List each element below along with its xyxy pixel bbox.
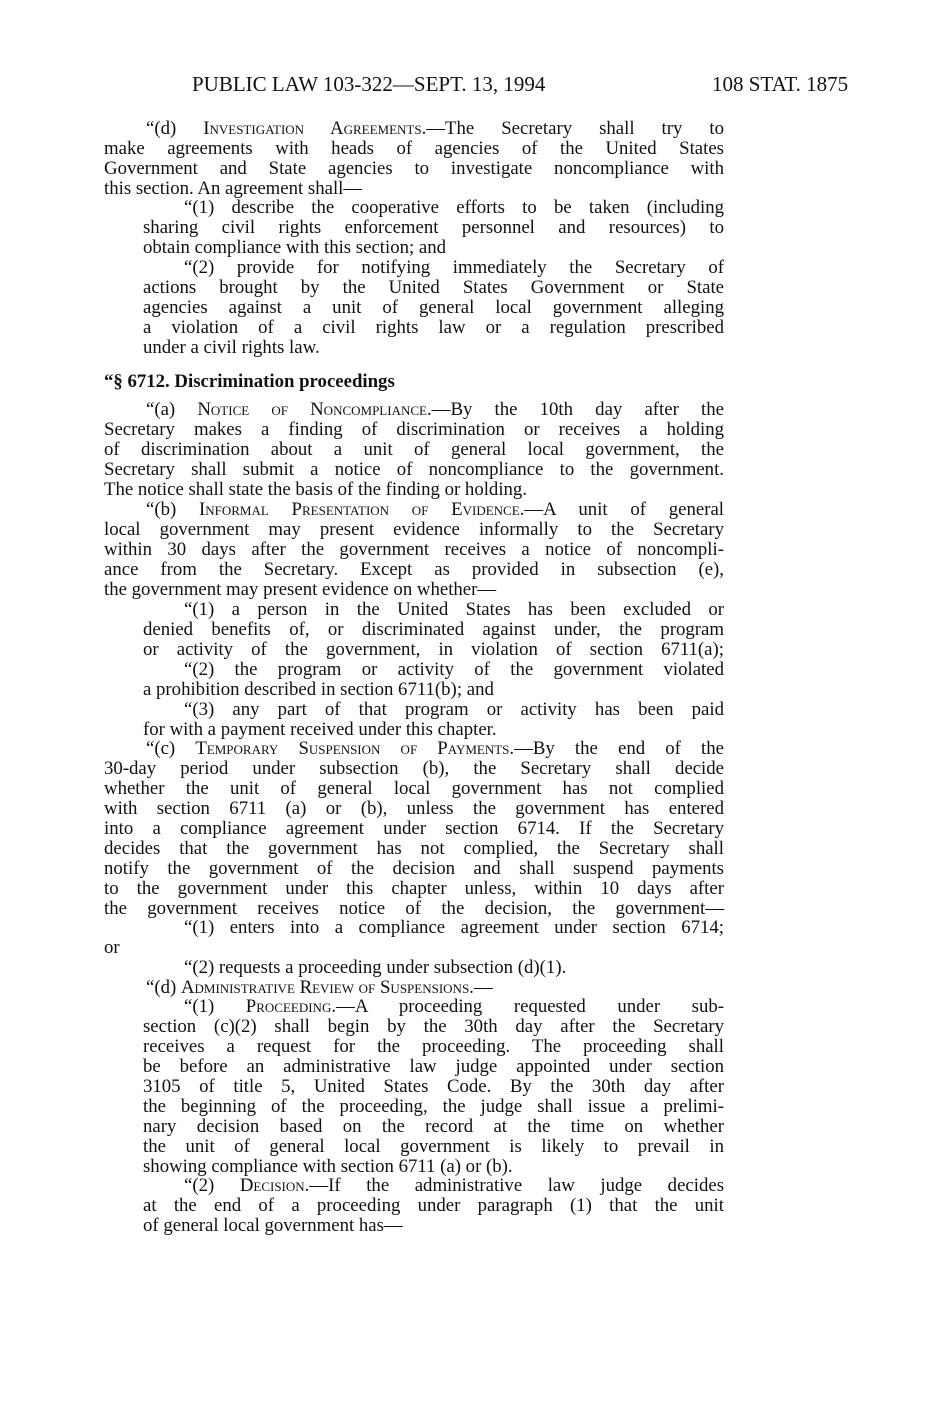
text-line: obtain compliance with this section; and: [143, 237, 447, 258]
text-line: 3105 of title 5, United States Code. By the 30th day after: [143, 1076, 724, 1097]
text-line: “(1) Proceeding.—A proceeding requested under sub-: [184, 996, 724, 1017]
text-line: for with a payment received under this chapter.: [143, 719, 497, 740]
text-line: into a compliance agreement under section 6714. If the Secretary: [104, 818, 724, 839]
text-line: the beginning of the proceeding, the judge shall issue a prelimi-: [143, 1096, 724, 1117]
text-line: this section. An agreement shall—: [104, 178, 363, 199]
text-line: “(2) requests a proceeding under subsection (d)(1).: [184, 957, 567, 978]
text-line: to the government under this chapter unless, within 10 days after: [104, 878, 724, 899]
text-line: denied benefits of, or discriminated against under, the program: [143, 619, 724, 640]
text-line: Government and State agencies to investigate noncompliance with: [104, 158, 724, 179]
text-line: “(1) a person in the United States has been excluded or: [184, 599, 724, 620]
text-line: or: [104, 937, 120, 958]
paragraph-caption: Investigation Agreements: [203, 118, 422, 139]
text-line: decides that the government has not complied, the Secretary shall: [104, 838, 724, 859]
text-line: at the end of a proceeding under paragraph (1) that the unit: [143, 1195, 724, 1216]
text-line: local government may present evidence informally to the Secretary: [104, 519, 724, 540]
section-heading-6712: “§ 6712. Discrimination proceedings: [104, 371, 395, 392]
text-line: “(b) Informal Presentation of Evidence.—A unit of general: [146, 499, 725, 520]
text-line: of general local government has—: [143, 1215, 403, 1236]
text-line: 30-day period under subsection (b), the Secretary shall decide: [104, 758, 724, 779]
text-line: nary decision based on the record at the time on whether: [143, 1116, 724, 1137]
running-header-page-number: 108 STAT. 1875: [712, 72, 849, 96]
text-line: sharing civil rights enforcement personnel and resources) to: [143, 217, 724, 238]
paragraph-caption: Informal Presentation of Evidence: [198, 499, 520, 520]
paragraph-caption: Temporary Suspension of Payments: [195, 738, 510, 759]
paragraph-caption: Administrative Review of Suspensions: [180, 977, 470, 998]
text-line: Secretary makes a finding of discrimination or receives a holding: [104, 419, 724, 440]
text-line: the government receives notice of the decision, the government—: [104, 898, 724, 919]
text-line: “(2) Decision.—If the administrative law judge decides: [184, 1175, 724, 1196]
text-line: “(c) Temporary Suspension of Payments.—By the end of the: [146, 738, 724, 759]
text-line: make agreements with heads of agencies of the United States: [104, 138, 724, 159]
text-line: with section 6711 (a) or (b), unless the government has entered: [104, 798, 724, 819]
text-line: “(d) Administrative Review of Suspensions.—: [146, 977, 493, 998]
text-line: the government may present evidence on whether—: [104, 579, 497, 600]
text-line: “(d) Investigation Agreements.—The Secretary shall try to: [146, 118, 724, 139]
paragraph-caption: Decision: [239, 1175, 305, 1196]
text-line: showing compliance with section 6711 (a) or (b).: [143, 1156, 513, 1177]
text-line: or activity of the government, in violation of section 6711(a);: [143, 639, 724, 660]
text-line: the unit of general local government is likely to prevail in: [143, 1136, 724, 1157]
paragraph-caption: Notice of Noncompliance: [197, 399, 427, 420]
text-line: “(2) the program or activity of the government violated: [184, 659, 724, 680]
text-line: “(a) Notice of Noncompliance.—By the 10th day after the: [146, 399, 724, 420]
text-line: ance from the Secretary. Except as provided in subsection (e),: [104, 559, 724, 580]
text-line: of discrimination about a unit of general local government, the: [104, 439, 724, 460]
text-line: receives a request for the proceeding. The proceeding shall: [143, 1036, 724, 1057]
text-line: Secretary shall submit a notice of noncompliance to the government.: [104, 459, 724, 480]
text-line: section (c)(2) shall begin by the 30th day after the Secretary: [143, 1016, 724, 1037]
text-line: be before an administrative law judge appointed under section: [143, 1056, 724, 1077]
running-header-title: PUBLIC LAW 103-322—SEPT. 13, 1994: [192, 72, 546, 96]
text-line: a prohibition described in section 6711(b); and: [143, 679, 494, 700]
text-line: “(2) provide for notifying immediately the Secretary of: [184, 257, 724, 278]
text-line: whether the unit of general local government has not complied: [104, 778, 724, 799]
text-line: “(1) describe the cooperative efforts to be taken (including: [184, 197, 724, 218]
text-line: “(1) enters into a compliance agreement under section 6714;: [184, 917, 724, 938]
text-line: a violation of a civil rights law or a regulation prescribed: [143, 317, 724, 338]
text-line: notify the government of the decision and shall suspend payments: [104, 858, 724, 879]
paragraph-caption: Proceeding: [245, 996, 332, 1017]
text-line: under a civil rights law.: [143, 337, 320, 358]
text-line: The notice shall state the basis of the finding or holding.: [104, 479, 528, 500]
text-line: within 30 days after the government receives a notice of noncompli-: [104, 539, 724, 560]
text-line: agencies against a unit of general local government alleging: [143, 297, 724, 318]
text-line: “(3) any part of that program or activity has been paid: [184, 699, 724, 720]
text-line: actions brought by the United States Government or State: [143, 277, 724, 298]
